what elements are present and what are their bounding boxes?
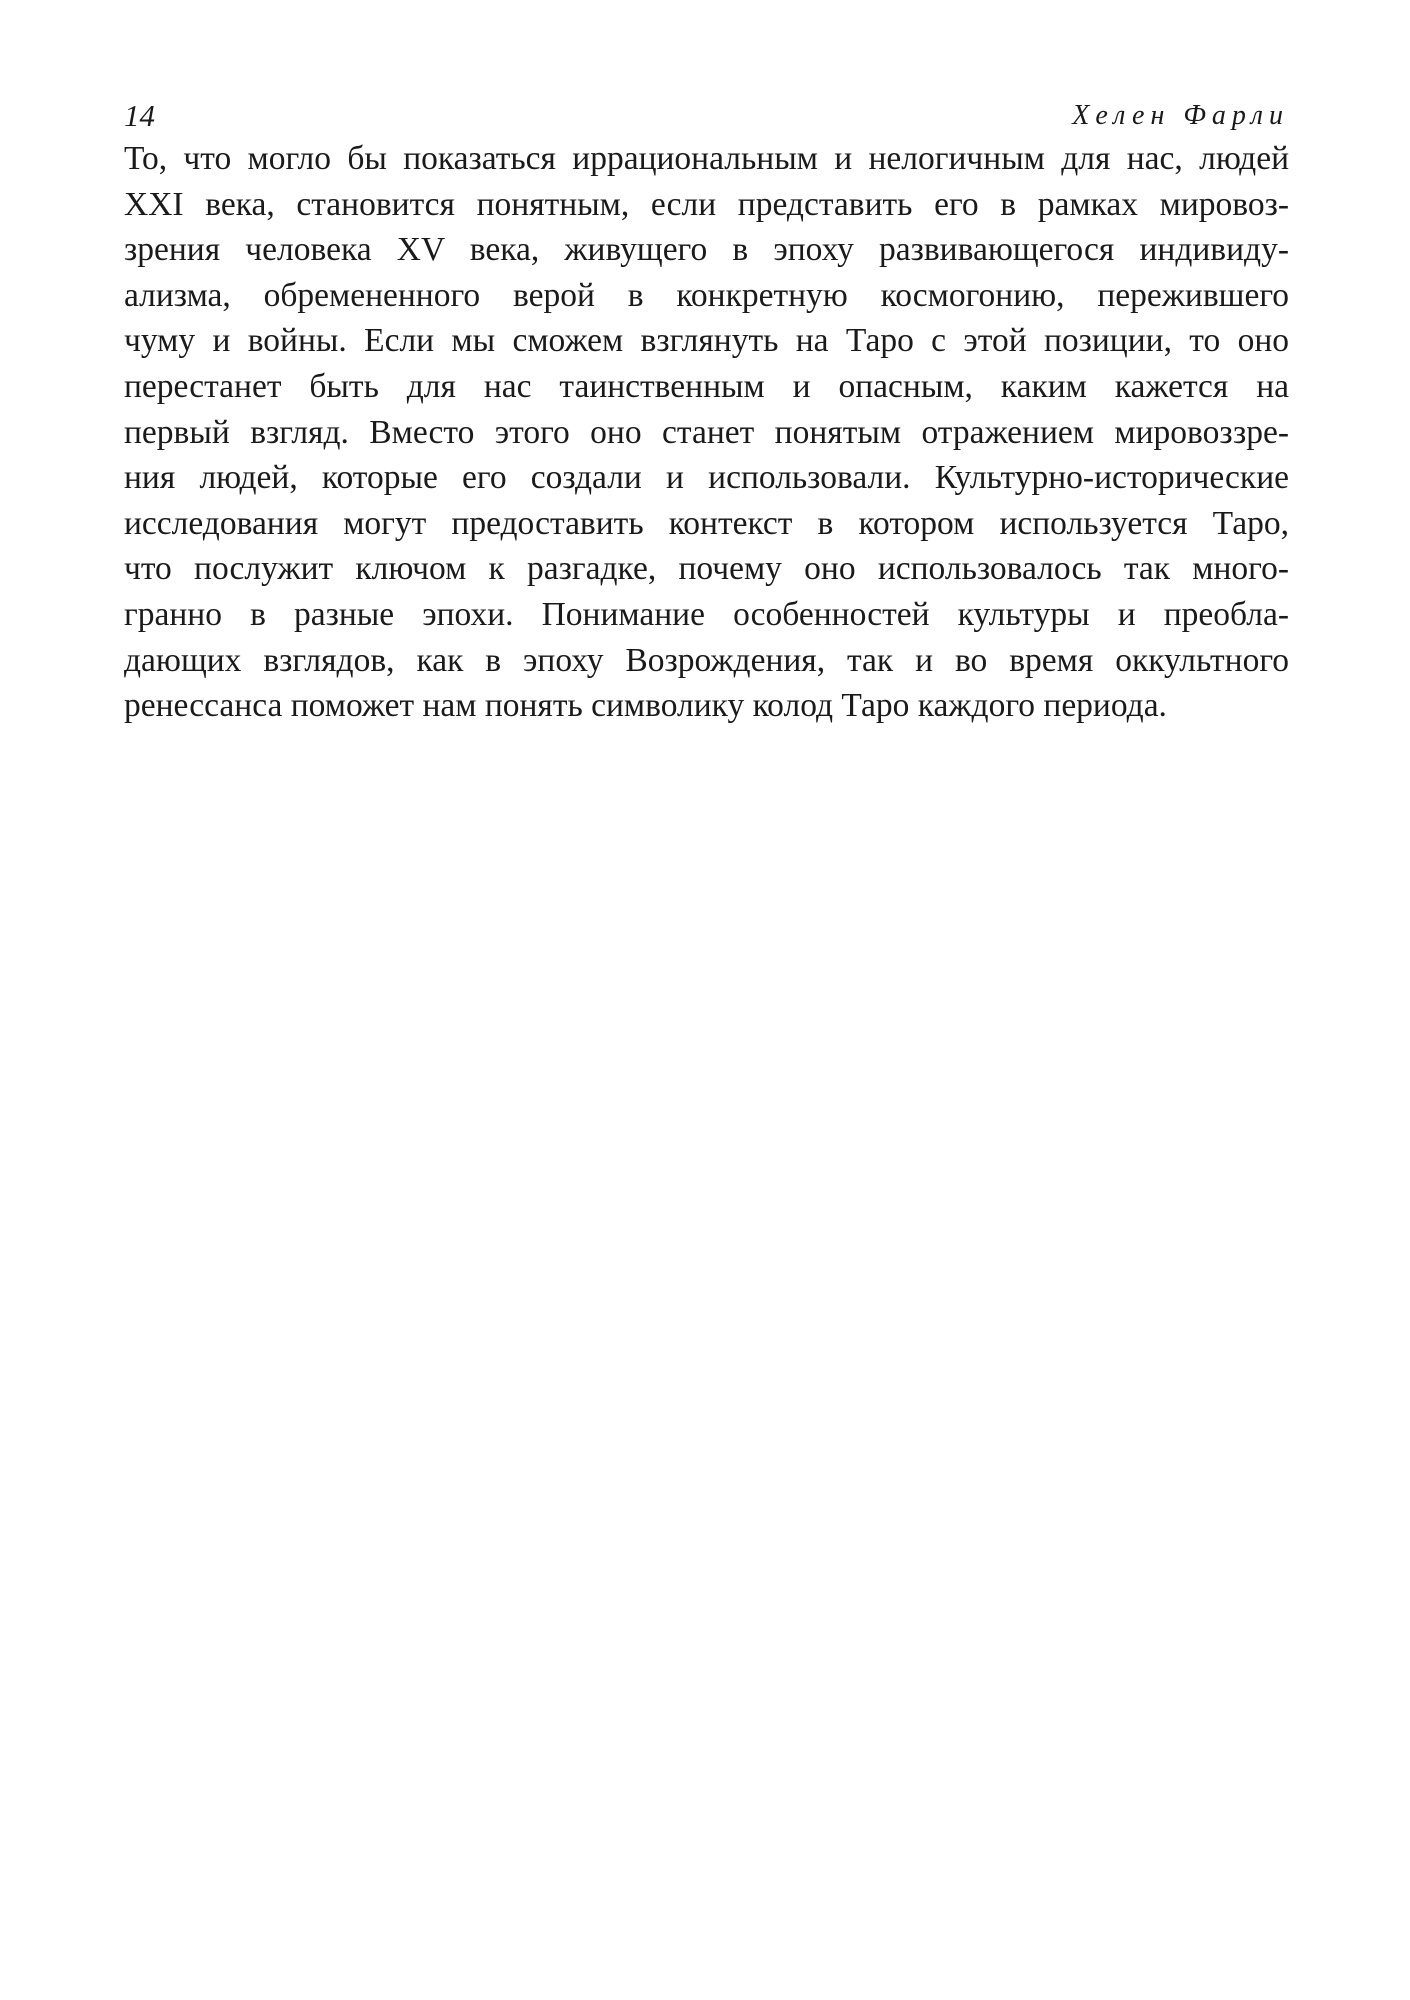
text-line: дающих взглядов, как в эпоху Возрождения, так и во время оккультного bbox=[124, 641, 1289, 679]
text-line: XXI века, становится понятным, если представить его в рамках мировоз- bbox=[124, 185, 1289, 223]
text-line: ренессанса поможет нам понять символику колод Таро каждого периода. bbox=[124, 687, 1167, 725]
text-line: что послужит ключом к разгадке, почему оно использовалось так много- bbox=[124, 550, 1289, 588]
running-title-author: Хелен Фарли bbox=[1072, 100, 1289, 131]
text-line: чуму и войны. Если мы сможем взглянуть на Таро с этой позиции, то оно bbox=[124, 322, 1289, 360]
running-head bbox=[124, 98, 1289, 138]
text-line: гранно в разные эпохи. Понимание особенностей культуры и преобла- bbox=[124, 595, 1289, 633]
text-line: ния людей, которые его создали и использовали. Культурно-исторические bbox=[124, 459, 1289, 497]
text-line: перестанет быть для нас таинственным и опасным, каким кажется на bbox=[124, 367, 1289, 405]
text-line: зрения человека XV века, живущего в эпоху развивающегося индивиду- bbox=[124, 231, 1289, 269]
text-line: исследования могут предоставить контекст в котором используется Таро, bbox=[124, 504, 1289, 542]
page-number: 14 bbox=[124, 98, 155, 133]
text-line: первый взгляд. Вместо этого оно станет понятым отражением мировоззре- bbox=[124, 413, 1289, 451]
text-line: То, что могло бы показаться иррациональным и нелогичным для нас, людей bbox=[124, 140, 1289, 177]
body-paragraph bbox=[124, 136, 1289, 729]
text-line: ализма, обремененного верой в конкретную космогонию, пережившего bbox=[124, 276, 1289, 314]
